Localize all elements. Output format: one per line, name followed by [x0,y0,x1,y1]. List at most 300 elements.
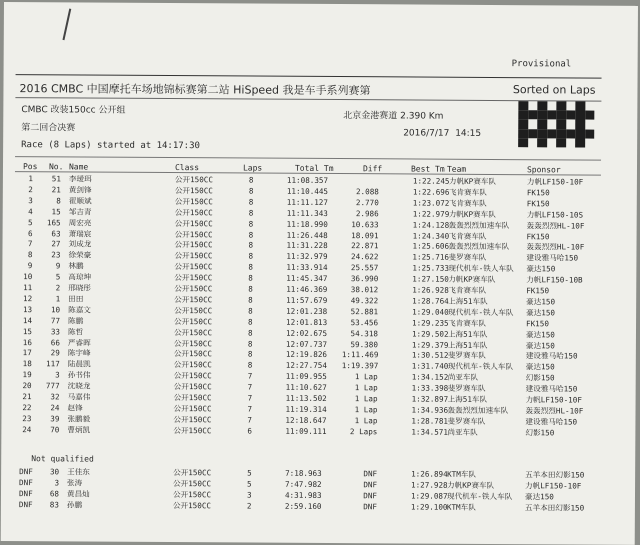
flag-cell [566,129,576,138]
cell-team: 尚亚车队 [448,373,478,383]
cell-class: 公开150CC [174,295,212,305]
cell-name: 萧瑞宸 [69,229,92,239]
cell-best: 1:26.894 [411,469,448,479]
flag-cell [585,129,595,138]
cell-best: 1:29.235 [412,318,449,328]
cell-sponsor: 豪达150 [525,492,554,502]
cell-class: 公开150CC [174,251,212,261]
cell-total: 11:18.990 [287,219,328,229]
flag-cell [537,120,547,129]
cell-name: 张鹏毅 [67,414,90,424]
flag-cell [518,110,528,119]
cell-no: 51 [43,174,61,184]
cell-class: 公开150CC [174,317,212,327]
cell-name: 高琼坤 [68,272,91,282]
cell-pos: 14 [20,316,32,326]
cell-name: 李瑷珥 [69,174,92,184]
cell-laps: 5 [247,468,252,478]
cell-best: 1:27.928 [411,480,448,490]
cell-name: 王佳东 [67,467,90,477]
cell-pos: 19 [20,370,32,380]
cell-best: 1:34.152 [412,373,449,383]
cell-sponsor: 幻影150 [526,373,555,383]
cell-class: 公开150CC [175,219,213,229]
cell-name: 赵锋 [67,403,82,413]
cell-class: 公开150CC [173,490,211,500]
header-bar [15,74,601,102]
cell-laps: 7 [248,383,253,393]
cell-laps: 3 [247,490,252,500]
race-date: 2016/7/17 [403,128,449,138]
cell-class: 公开150CC [174,371,212,381]
cell-laps: 8 [248,328,253,338]
cell-laps: 8 [249,186,254,196]
cell-best: 1:29.100 [411,502,448,512]
cell-laps: 8 [248,284,253,294]
cell-laps: 7 [247,415,252,425]
not-qualified-table [4,2,638,6]
cell-name: 邹吉青 [69,207,92,217]
cell-best: 1:29.379 [412,340,449,350]
cell-sponsor: 豪达150 [526,297,555,307]
cell-best: 1:29.502 [412,329,449,339]
cell-total: 11:26.448 [287,230,328,240]
flag-cell [575,129,585,138]
cell-pos: 24 [19,425,31,435]
cell-total: 11:10.445 [287,187,328,197]
cell-total: 12:07.737 [286,339,327,349]
cell-laps: 8 [248,274,253,284]
cell-team: 上海51车队 [448,340,488,350]
cell-team: 尚亚车队 [447,427,477,437]
cell-total: 11:09.111 [285,426,326,436]
cell-pos: 18 [20,359,32,369]
cell-pos: 22 [19,403,31,413]
cell-best: 1:22.245 [413,177,450,187]
cell-class: 公开150CC [173,468,211,478]
flag-cell [585,102,595,111]
cell-sponsor: 轰轰烈烈HL-10F [525,406,583,416]
cell-team: 轰轰烈烈加速车队 [448,242,509,252]
cell-best: 1:24.128 [413,220,450,230]
cell-diff: 49.322 [342,296,378,306]
cell-laps: 5 [247,479,252,489]
cell-best: 1:29.040 [412,307,449,317]
cell-diff: DNF [341,480,377,490]
cell-class: 公开150CC [173,415,211,425]
cell-diff: 22.871 [342,241,378,251]
cell-name: 曹炳凯 [67,425,90,435]
round-label: 第二回合决赛 [21,120,75,133]
cell-name: 陈哲 [68,327,83,337]
cell-name: 马嘉伟 [68,392,91,402]
cell-diff: 2 Laps [341,427,377,437]
cell-pos: 15 [20,327,32,337]
flag-cell [566,111,576,120]
flag-cell [528,120,538,129]
flag-cell [518,101,528,110]
flag-cell [537,101,547,110]
cell-total: 11:32.979 [286,252,327,262]
cell-best: 1:29.087 [411,491,448,501]
cell-class: 公开150CC [175,230,213,240]
cell-sponsor: 力帆LF150-10F [526,395,582,405]
col-best: Best Tm [411,164,445,173]
cell-class: 公开150CC [174,393,212,403]
cell-no: 2 [42,283,60,293]
flag-cell [547,138,557,147]
pen-mark [62,9,71,41]
cell-diff: 1 Lap [342,383,378,393]
cell-total: 7:47.982 [285,480,322,490]
cell-best: 1:33.398 [412,384,449,394]
cell-laps: 8 [248,252,253,262]
cell-laps: 8 [248,361,253,371]
cell-pos: DNF [19,489,31,499]
not-qualified-label: Not qualified [31,454,94,463]
cell-laps: 8 [249,197,254,207]
cell-sponsor: FK150 [527,199,550,209]
flag-cell [575,120,585,129]
cell-total: 12:19.826 [286,350,327,360]
cell-pos: 6 [21,229,33,239]
cell-no: 39 [41,414,59,424]
cell-no: 77 [42,316,60,326]
cell-sponsor: 豪达150 [526,308,555,318]
cell-team: 飞肯赛车队 [449,188,487,198]
cell-sponsor: 建设雅马哈150 [525,417,577,427]
cell-name: 张涛 [67,478,82,488]
cell-no: 70 [41,425,59,435]
cell-pos: 13 [20,305,32,315]
cell-pos: 10 [20,272,32,282]
cell-class: 公开150CC [173,501,211,511]
cell-laps: 2 [247,501,252,511]
col-class: Class [175,163,199,172]
cell-team: 轰轰烈烈加速车队 [449,220,510,230]
cell-no: 30 [41,467,59,477]
cell-class: 公开150CC [175,175,213,185]
cell-laps: 8 [248,317,253,327]
cell-class: 公开150CC [173,479,211,489]
cell-no: 24 [41,403,59,413]
cell-best: 1:28.781 [411,416,448,426]
cell-total: 11:57.679 [286,296,327,306]
cell-sponsor: FK150 [526,286,549,296]
cell-total: 12:02.675 [286,328,327,338]
cell-laps: 6 [247,426,252,436]
cell-team: KTM车队 [447,503,476,513]
cell-total: 11:33.914 [286,263,327,273]
cell-sponsor: 豪达150 [526,264,555,274]
col-sponsor: Sponsor [527,165,561,174]
cell-best: 1:34.571 [411,427,448,437]
cell-laps: 8 [248,306,253,316]
flag-cell [566,120,576,129]
cell-name: 徐荣豪 [68,251,91,261]
cell-class: 公开150CC [173,404,211,414]
cell-total: 12:18.647 [285,416,326,426]
cell-no: 66 [42,338,60,348]
cell-sponsor: 建设雅马哈150 [526,384,578,394]
flag-cell [537,110,547,119]
cell-best: 1:30.512 [412,351,449,361]
cell-sponsor: 五羊本田幻影150 [525,470,584,480]
cell-no: 63 [43,229,61,239]
cell-pos: DNF [19,467,31,477]
cell-total: 11:19.314 [285,405,326,415]
cell-laps: 8 [248,241,253,251]
event-title: 2016 CMBC 中国摩托车场地锦标赛第二站 HiSpeed 我是车手系列赛第 [19,80,370,98]
cell-diff: 1:19.397 [342,361,378,371]
flag-cell [518,138,528,147]
cell-class: 公开150CC [173,426,211,436]
cell-pos: 16 [20,338,32,348]
cell-team: 现代机车-铁人车队 [448,264,513,274]
cell-laps: 8 [248,350,253,360]
cell-laps: 8 [248,295,253,305]
cell-name: 陈宇峰 [68,349,91,359]
cell-total: 11:11.343 [287,208,328,218]
cell-sponsor: 轰轰烈烈HL-10F [527,221,585,231]
flag-cell [547,101,557,110]
cell-best: 1:26.928 [412,285,449,295]
cell-team: 飞肯赛车队 [449,231,487,241]
cell-team: 力帆KP赛车队 [449,209,496,219]
cell-total: 7:18.963 [285,469,322,479]
flag-cell [556,138,566,147]
flag-cell [528,101,538,110]
cell-best: 1:31.740 [412,362,449,372]
cell-pos: 7 [20,239,32,249]
cell-pos: 12 [20,294,32,304]
cell-sponsor: 豪达150 [526,341,555,351]
cell-team: 斐罗赛车队 [448,253,486,263]
cell-no: 29 [42,349,60,359]
flag-cell [537,138,547,147]
cell-total: 12:27.754 [286,361,327,371]
cell-no: 23 [42,251,60,261]
race-time: 14:15 [455,129,481,139]
cell-no: 1 [42,294,60,304]
cell-no: 5 [42,272,60,282]
flag-cell [556,129,566,138]
cell-team: 上海51车队 [448,395,488,405]
cell-class: 公开150CC [174,328,212,338]
checkered-flag [518,101,594,147]
cell-diff: DNF [341,502,377,512]
cell-team: 上海51车队 [448,297,488,307]
cell-laps: 8 [249,230,254,240]
col-total: Total Tm [295,164,334,173]
cell-class: 公开150CC [175,186,213,196]
cell-total: 12:01.238 [286,307,327,317]
cell-name: 黄昌灿 [67,489,90,499]
cell-pos: 23 [19,414,31,424]
cell-laps: 8 [249,175,254,185]
cell-no: 9 [42,261,60,271]
cell-name: 陆晨凯 [68,360,91,370]
cell-name: 翟顺斌 [69,196,92,206]
cell-total: 11:31.228 [286,241,327,251]
cell-sponsor: FK150 [527,188,550,198]
flag-cell [575,101,585,110]
cell-sponsor: 豪达150 [526,330,555,340]
cell-laps: 7 [247,404,252,414]
cell-pos: 4 [21,207,33,217]
cell-total: 11:45.347 [286,274,327,284]
cell-pos: DNF [19,478,31,488]
cell-team: 力帆KP赛车队 [449,177,496,187]
cell-sponsor: 力帆LF150-10F [525,481,581,491]
cell-diff: 52.881 [342,307,378,317]
cell-team: 斐罗赛车队 [448,384,486,394]
class-line: CMBC 改装150cc 公开组 [21,102,125,116]
cell-class: 公开150CC [175,208,213,218]
flag-cell [528,110,538,119]
flag-cell [518,129,528,138]
col-pos: Pos [23,162,38,171]
cell-diff: 2.770 [343,198,379,208]
cell-total: 11:09.955 [286,372,327,382]
flag-cell [556,111,566,120]
cell-best: 1:34.936 [411,405,448,415]
cell-total: 11:08.357 [287,176,328,186]
cell-no: 8 [43,196,61,206]
flag-cell [585,111,595,120]
flag-cell [575,111,585,120]
cell-team: 斐罗赛车队 [448,351,486,361]
flag-cell [566,101,576,110]
cell-team: 现代机车-铁人车队 [448,362,513,372]
cell-diff: 1 Lap [342,372,378,382]
cell-name: 沈晓龙 [68,381,91,391]
col-laps: Laps [243,163,262,172]
col-no: No. [49,162,64,171]
cell-name: 孙鹏 [67,500,82,510]
cell-team: 斐罗赛车队 [447,417,485,427]
cell-sponsor: 五羊本田幻影150 [525,503,584,513]
cell-total: 11:11.127 [287,198,328,208]
cell-diff: 1 Lap [342,394,378,404]
cell-best: 1:28.764 [412,296,449,306]
cell-no: 21 [43,185,61,195]
cell-diff: 2.088 [343,187,379,197]
cell-name: 邢晓彤 [68,283,91,293]
cell-sponsor: 建设雅马哈150 [526,253,578,263]
cell-no: 83 [41,500,59,510]
cell-no: 32 [42,392,60,402]
cell-diff: DNF [341,469,377,479]
results-table [4,2,638,6]
cell-pos: 3 [21,196,33,206]
cell-diff: 1 Lap [341,416,377,426]
cell-no: 68 [41,489,59,499]
cell-team: 轰轰烈烈加速车队 [447,406,508,416]
cell-diff: 2.986 [343,209,379,219]
cell-no: 165 [43,218,61,228]
cell-pos: 21 [20,392,32,402]
cell-laps: 8 [248,263,253,273]
flag-cell [566,138,576,147]
cell-pos: 11 [20,283,32,293]
cell-laps: 8 [248,339,253,349]
cell-no: 3 [41,478,59,488]
cell-pos: 20 [20,381,32,391]
col-name: Name [69,162,88,171]
cell-pos: 5 [21,218,33,228]
cell-no: 10 [42,305,60,315]
cell-laps: 8 [249,219,254,229]
cell-diff: 24.622 [342,252,378,262]
cell-sponsor: 力帆LF150-10B [526,275,582,285]
cell-diff: 53.456 [342,318,378,328]
cell-team: 力帆KP赛车队 [448,275,495,285]
cell-total: 11:46.369 [286,285,327,295]
cell-sponsor: 豪达150 [526,362,555,372]
cell-class: 公开150CC [174,339,212,349]
cell-sponsor: FK150 [527,232,550,242]
provisional-label: Provisional [512,59,572,69]
cell-diff: 18.091 [343,231,379,241]
cell-name: 黄剑锋 [69,185,92,195]
flag-cell [537,129,547,138]
cell-diff: 25.557 [342,263,378,273]
cell-total: 11:13.502 [286,394,327,404]
flag-cell [528,138,538,147]
cell-diff: 38.012 [342,285,378,295]
cell-class: 公开150CC [174,262,212,272]
cell-team: 上海51车队 [448,329,488,339]
cell-best: 1:23.072 [413,198,450,208]
cell-class: 公开150CC [174,306,212,316]
col-team: Team [447,165,466,174]
cell-pos: DNF [19,500,31,510]
cell-diff: 1 Lap [341,405,377,415]
cell-pos: 1 [21,174,33,184]
flag-cell [585,138,595,147]
cell-class: 公开150CC [174,240,212,250]
cell-no: 117 [42,360,60,370]
cell-name: 陈嘉文 [68,305,91,315]
cell-team: 现代机车-铁人车队 [447,492,512,502]
cell-best: 1:22.696 [413,187,450,197]
flag-cell [518,120,528,129]
cell-pos: 17 [20,348,32,358]
cell-team: 飞肯赛车队 [449,199,487,209]
cell-best: 1:25.606 [412,242,449,252]
cell-total: 11:10.627 [286,383,327,393]
cell-no: 33 [42,327,60,337]
cell-team: KTM车队 [447,470,476,480]
cell-name: 孙书伟 [68,371,91,381]
cell-laps: 8 [249,208,254,218]
cell-class: 公开150CC [174,349,212,359]
flag-cell [556,101,566,110]
cell-total: 2:59.160 [285,502,322,512]
flag-cell [575,138,585,147]
flag-cell [556,120,566,129]
flag-cell [528,129,538,138]
cell-name: 陈鹏 [68,316,83,326]
cell-name: 周宏亮 [69,218,92,228]
cell-diff: DNF [341,491,377,501]
cell-name: 田田 [68,294,83,304]
cell-best: 1:25.733 [412,264,449,274]
cell-sponsor: 力帆LF150-10F [527,177,583,187]
sort-label: Sorted on Laps [513,83,596,97]
col-diff: Diff [363,164,382,173]
